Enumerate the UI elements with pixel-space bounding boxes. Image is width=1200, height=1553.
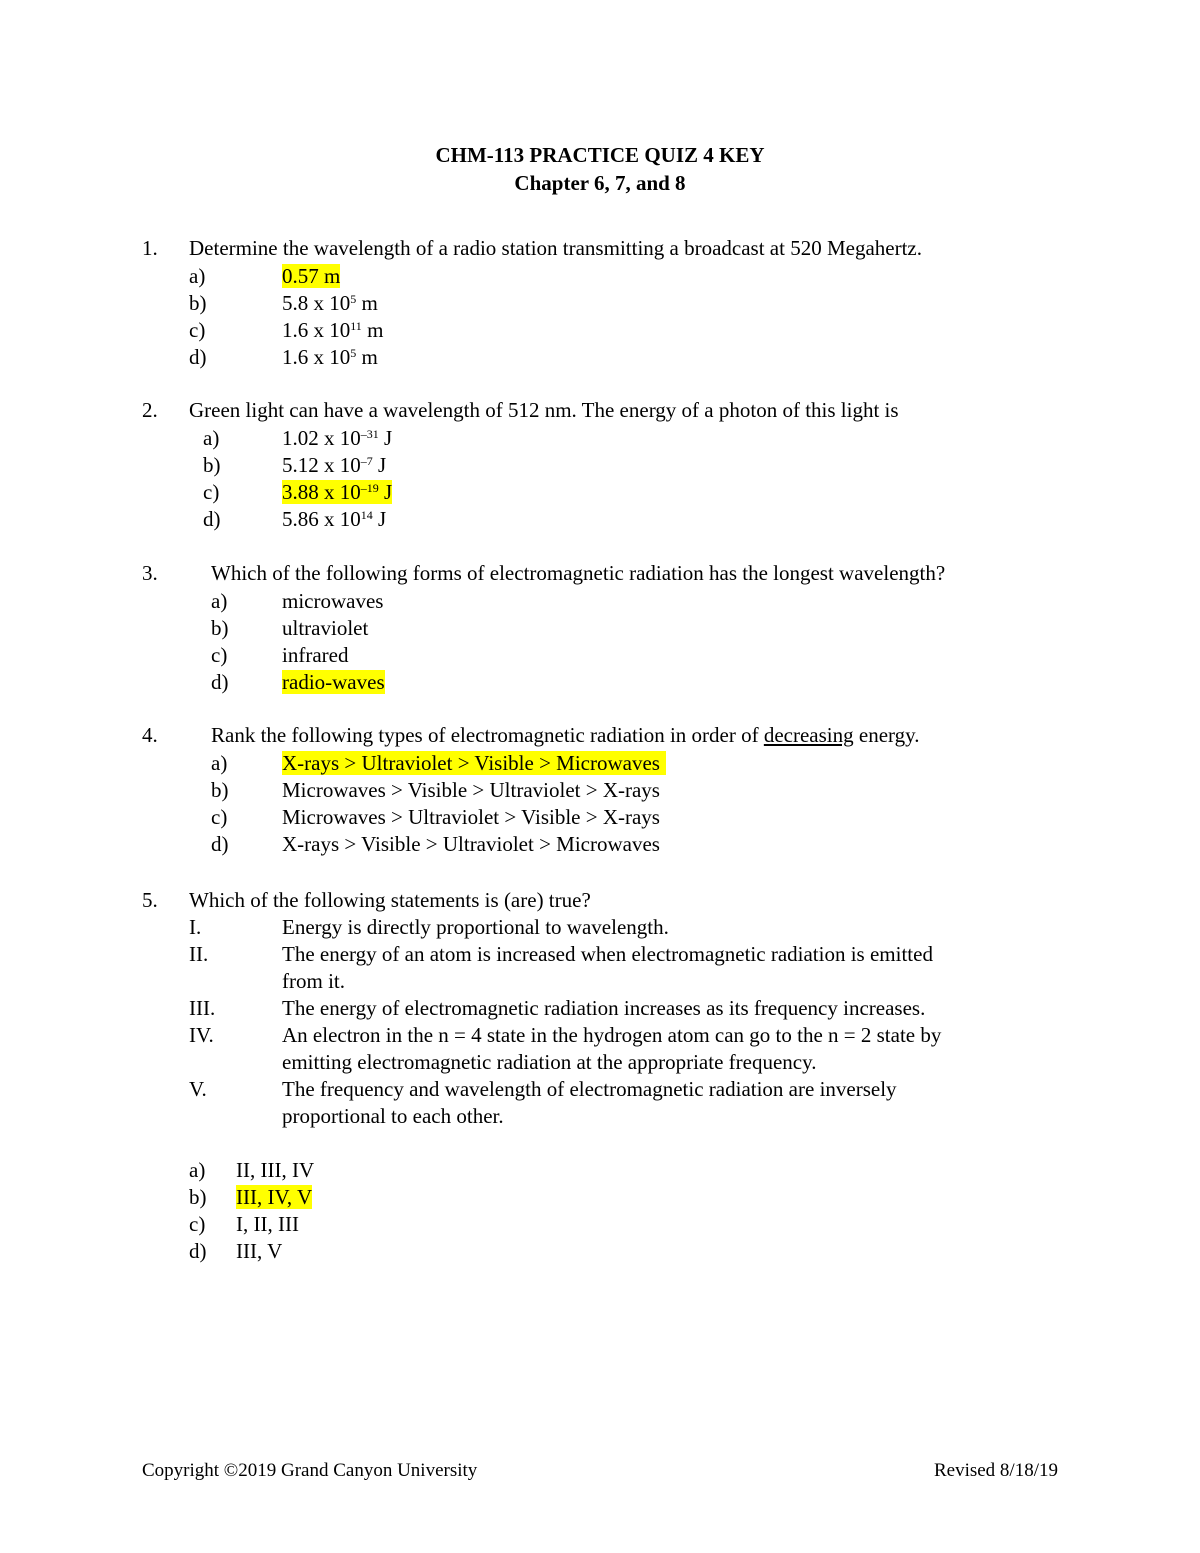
option-letter: b) — [211, 616, 229, 640]
question-text — [211, 722, 920, 748]
option-text: ultraviolet — [282, 616, 369, 640]
statement-text: The energy of electromagnetic radiation increases as its frequency increases. — [282, 996, 926, 1020]
statement-text: The frequency and wavelength of electromagnetic radiation are inversely — [282, 1077, 897, 1101]
answer-highlight: III, IV, V — [236, 1185, 313, 1209]
footer-copyright: Copyright ©2019 Grand Canyon University — [142, 1460, 478, 1481]
option-letter: a) — [189, 264, 206, 288]
option-unit: m — [361, 318, 384, 342]
option-text — [282, 506, 386, 532]
option-exponent: 14 — [360, 508, 373, 522]
statement-numeral: III. — [189, 996, 216, 1020]
statement-numeral: I. — [189, 915, 202, 939]
option-letter: a) — [211, 589, 228, 613]
statement-text-continued: proportional to each other. — [282, 1104, 504, 1128]
option-text: X-rays > Visible > Ultraviolet > Microwaves — [282, 832, 660, 856]
option-text — [282, 263, 340, 289]
document-subtitle: Chapter 6, 7, and 8 — [514, 171, 686, 195]
option-unit: J — [372, 507, 387, 531]
statement-text-continued: from it. — [282, 969, 345, 993]
option-letter: d) — [203, 507, 221, 531]
option-text: Microwaves > Ultraviolet > Visible > X-rays — [282, 805, 660, 829]
option-letter: c) — [211, 643, 228, 667]
option-text — [282, 425, 392, 451]
answer-highlight: radio-waves — [282, 670, 385, 694]
option-letter: a) — [203, 426, 220, 450]
statement-numeral: IV. — [189, 1023, 214, 1047]
question-number: 4. — [142, 723, 158, 747]
option-text — [282, 344, 378, 370]
option-text: Microwaves > Visible > Ultraviolet > X-rays — [282, 778, 660, 802]
option-exponent: 11 — [350, 319, 362, 333]
statement-text-continued: emitting electromagnetic radiation at the appropriate frequency. — [282, 1050, 817, 1074]
option-letter: d) — [211, 832, 229, 856]
option-text: II, III, IV — [236, 1158, 315, 1182]
option-text — [236, 1184, 312, 1210]
question-number: 3. — [142, 561, 158, 585]
option-letter: c) — [211, 805, 228, 829]
option-exponent: –31 — [360, 427, 379, 441]
option-text: infrared — [282, 643, 349, 667]
option-letter: d) — [189, 345, 207, 369]
answer-highlight — [282, 480, 392, 504]
option-unit: m — [356, 345, 378, 369]
option-text — [282, 669, 385, 695]
option-text: microwaves — [282, 589, 384, 613]
question-number: 1. — [142, 236, 158, 260]
option-letter: a) — [189, 1158, 206, 1182]
answer-highlight: X-rays > Ultraviolet > Visible > Microwaves — [282, 751, 666, 775]
option-mantissa: 5.8 x 10 — [282, 291, 351, 315]
question-text: Green light can have a wavelength of 512 nm. The energy of a photon of this light is — [189, 398, 899, 422]
statement-numeral: V. — [189, 1077, 207, 1101]
option-text — [282, 317, 383, 343]
option-text: I, II, III — [236, 1212, 299, 1236]
option-text: III, V — [236, 1239, 283, 1263]
question-number: 2. — [142, 398, 158, 422]
option-exponent: 5 — [350, 292, 357, 306]
option-exponent: –7 — [360, 454, 373, 468]
document-title: CHM-113 PRACTICE QUIZ 4 KEY — [435, 143, 765, 167]
option-letter: b) — [211, 778, 229, 802]
option-letter: c) — [189, 318, 206, 342]
option-letter: b) — [203, 453, 221, 477]
option-mantissa: 1.6 x 10 — [282, 345, 351, 369]
statement-text: The energy of an atom is increased when electromagnetic radiation is emitted — [282, 942, 933, 966]
statement-text: Energy is directly proportional to wavelength. — [282, 915, 669, 939]
option-letter: d) — [211, 670, 229, 694]
option-unit: J — [372, 453, 387, 477]
footer-revised: Revised 8/18/19 — [933, 1460, 1058, 1481]
option-letter: b) — [189, 1185, 207, 1209]
question-text-part: energy. — [853, 723, 920, 747]
answer-highlight: 0.57 m — [282, 264, 341, 288]
question-text: Determine the wavelength of a radio station transmitting a broadcast at 520 Megahertz. — [189, 236, 923, 260]
option-text — [282, 290, 378, 316]
question-text-part: Rank the following types of electromagnetic radiation in order of — [211, 723, 764, 747]
option-exponent: 5 — [350, 346, 357, 360]
option-mantissa: 5.86 x 10 — [282, 507, 361, 531]
option-letter: d) — [189, 1239, 207, 1263]
option-text — [282, 452, 386, 478]
option-letter: a) — [211, 751, 228, 775]
option-mantissa: 5.12 x 10 — [282, 453, 361, 477]
option-mantissa: 3.88 x 10 — [282, 480, 361, 504]
question-text: Which of the following statements is (are) true? — [189, 888, 591, 912]
option-unit: J — [378, 426, 393, 450]
statement-numeral: II. — [189, 942, 209, 966]
option-unit: J — [378, 480, 393, 504]
option-letter: c) — [203, 480, 220, 504]
option-letter: b) — [189, 291, 207, 315]
statement-text: An electron in the n = 4 state in the hydrogen atom can go to the n = 2 state by — [282, 1023, 942, 1047]
option-mantissa: 1.6 x 10 — [282, 318, 351, 342]
option-text — [282, 750, 666, 776]
question-number: 5. — [142, 888, 158, 912]
question-text: Which of the following forms of electromagnetic radiation has the longest wavelength? — [211, 561, 946, 585]
option-letter: c) — [189, 1212, 206, 1236]
option-text — [282, 479, 392, 505]
option-unit: m — [356, 291, 378, 315]
option-exponent: –19 — [360, 481, 379, 495]
option-mantissa: 1.02 x 10 — [282, 426, 361, 450]
underlined-word: decreasing — [763, 723, 854, 747]
